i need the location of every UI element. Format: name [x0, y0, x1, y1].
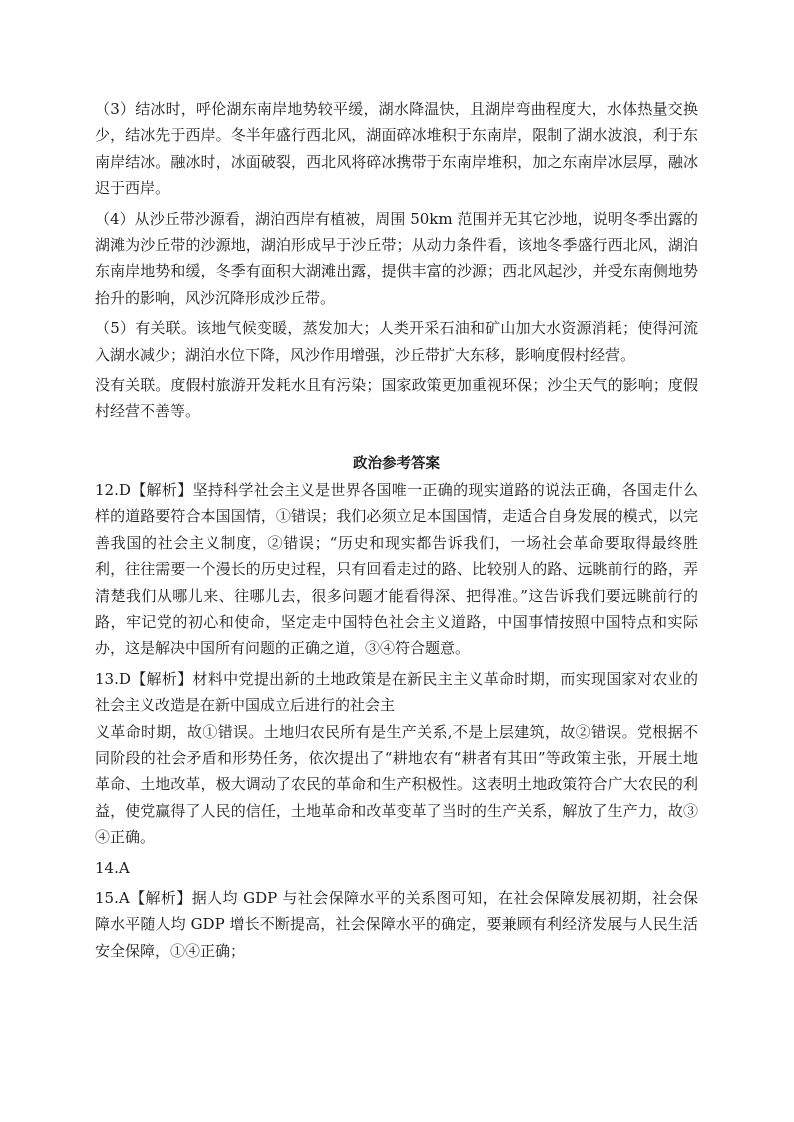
geography-answer-5-alt: 没有关联。度假村旅游开发耗水且有污染；国家政策更加重视环保；沙尘天气的影响；度假村经营不善等。 [95, 376, 698, 421]
politics-answer-15: 15.A【解析】据人均 GDP 与社会保障水平的关系图可知，在社会保障发展初期，社会保障水平随人均 GDP 增长不断提高，社会保障水平的确定，要兼顾有利经济发展与人民生活安全保障，①④正确； [95, 888, 698, 960]
politics-section-title: 政治参考答案 [353, 455, 440, 472]
document-content [95, 96, 698, 964]
politics-answer-13-part2: 义革命时期，故①错误。土地归农民所有是生产关系,不是上层建筑，故②错误。党根据不同阶段的社会矛盾和形势任务，依次提出了“耕地农有“耕者有其田”等政策主张，开展土地革命、土地改革，极大调动了农民的革命和生产积极性。这表明土地政策符合广大农民的利益，使党赢得了人民的信任，土地革命和改革变革了当时的生产关系，解放了生产力，故③④正确。 [95, 722, 698, 847]
politics-answer-14: 14.A [95, 858, 130, 877]
politics-answer-13-part1: 13.D【解析】材料中党提出新的土地政策是在新民主主义革命时期，而实现国家对农业的社会主义改造是在新中国成立后进行的社会主 [95, 669, 698, 715]
politics-answer-12: 12.D【解析】坚持科学社会主义是世界各国唯一正确的现实道路的说法正确，各国走什么样的道路要符合本国国情，①错误；我们必须立足本国国情，走适合自身发展的模式，以完善我国的社会主义制度，②错误；“历史和现实都告诉我们，一场社会革命要取得最终胜利，往往需要一个漫长的历史过程，只有回看走过的路、比较别人的路、远眺前行的路，弄清楚我们从哪儿来、往哪儿去，很多问题才能看得深、把得准。”这告诉我们要远眺前行的路，牢记党的初心和使命，坚定走中国特色社会主义道路，中国事情按照中国特点和实际办，这是解决中国所有问题的正确之道，③④符合题意。 [95, 480, 698, 658]
geography-answer-5: （5）有关联。该地气候变暖，蒸发加大；人类开采石油和矿山加大水资源消耗；使得河流入湖水减少；湖泊水位下降，风沙作用增强，沙丘带扩大东移，影响度假村经营。 [95, 319, 698, 364]
geography-answer-3: （3）结冰时，呼伦湖东南岸地势较平缓，湖水降温快，且湖岸弯曲程度大，水体热量交换少，结冰先于西岸。冬半年盛行西北风，湖面碎冰堆积于东南岸，限制了湖水波浪，利于东南岸结冰。融冰时，冰面破裂，西北风将碎冰携带于东南岸堆积，加之东南岸冰层厚，融冰迟于西岸。 [95, 100, 698, 198]
geography-answer-4: （4）从沙丘带沙源看，湖泊西岸有植被，周围 50km 范围并无其它沙地，说明冬季出露的湖滩为沙丘带的沙源地，湖泊形成早于沙丘带；从动力条件看，该地冬季盛行西北风，湖泊东南岸地势和缓，冬季有面积大湖滩出露，提供丰富的沙源；西北风起沙，并受东南侧地势抬升的影响，风沙沉降形成沙丘带。 [95, 209, 698, 307]
